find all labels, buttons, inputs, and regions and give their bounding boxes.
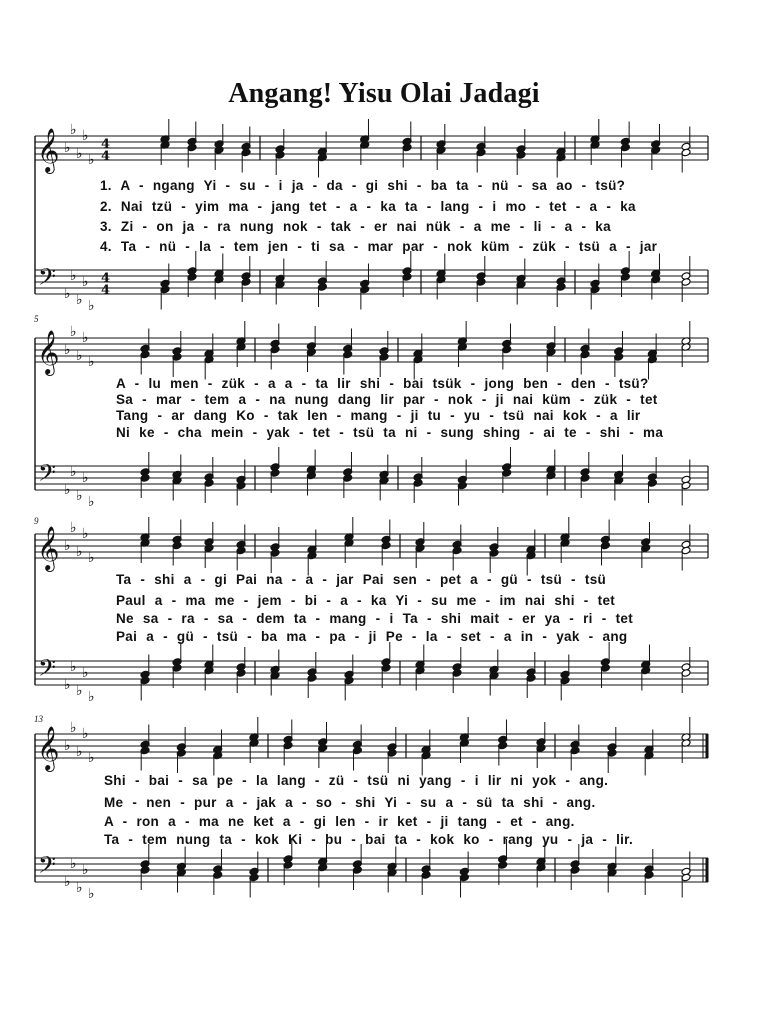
lyric-line: A - ron a - ma ne ket a - gi len - ir ket - ji tang - et - ang.	[104, 814, 575, 829]
lyric-line: Paul a - ma me - jem - bi - a - ka Yi - su me - im nai shi - tet	[116, 593, 616, 608]
lyric-line: Ta - tem nung ta - kok Ki - bu - bai ta - kok ko - rang yu - ja - lir.	[104, 832, 634, 847]
measure-number: 13	[34, 714, 43, 724]
hymn-title: Angang! Yisu Olai Jadagi	[228, 78, 540, 109]
flat-sign: ♭	[76, 348, 83, 364]
flat-sign: ♭	[70, 520, 77, 536]
flat-sign: ♭	[88, 750, 95, 766]
flat-sign: ♭	[88, 886, 95, 902]
lyric-line: Ne sa - ra - sa - dem ta - mang - i Ta - shi mait - er ya - ri - tet	[116, 611, 633, 626]
flat-sign: ♭	[76, 744, 83, 760]
measure-number: 9	[34, 516, 39, 526]
time-signature-top: 4	[101, 137, 111, 152]
lyric-line: 2. Nai tzü - yim ma - jang tet - a - ka ta - lang - i mo - tet - a - ka	[100, 199, 636, 214]
lyric-line: Pai a - gü - tsü - ba ma - pa - ji Pe - la - set - a in - yak - ang	[116, 629, 628, 644]
flat-sign: ♭	[70, 268, 77, 284]
flat-sign: ♭	[70, 856, 77, 872]
bass-clef: 𝄢	[38, 459, 57, 492]
bass-clef: 𝄢	[38, 263, 57, 296]
bass-clef: 𝄢	[38, 851, 57, 884]
flat-sign: ♭	[70, 464, 77, 480]
flat-sign: ♭	[64, 286, 71, 302]
lyric-line: Sa - mar - tem a - na nung dang lir par - nok - ji nai küm - zük - tet	[116, 392, 658, 407]
lyric-line: 3. Zi - on ja - ra nung nok - tak - er nai nük - a me - li - a - ka	[100, 219, 611, 234]
lyric-line: Tang - ar dang Ko - tak len - mang - ji tu - yu - tsü nai kok - a lir	[116, 408, 641, 423]
flat-sign: ♭	[76, 292, 83, 308]
flat-sign: ♭	[88, 494, 95, 510]
treble-clef: 𝄞	[37, 726, 60, 770]
lyric-line: 4. Ta - nü - la - tem jen - ti sa - mar par - nok küm - zük - tsü a - jar	[100, 239, 658, 254]
flat-sign: ♭	[64, 538, 71, 554]
time-signature-top: 4	[101, 271, 111, 286]
flat-sign: ♭	[82, 128, 89, 144]
flat-sign: ♭	[82, 330, 89, 346]
lyric-line: Shi - bai - sa pe - la lang - zü - tsü ni yang - i lir ni yok - ang.	[104, 773, 609, 788]
flat-sign: ♭	[76, 683, 83, 699]
measure-number: 5	[34, 314, 39, 324]
flat-sign: ♭	[70, 122, 77, 138]
flat-sign: ♭	[64, 140, 71, 156]
flat-sign: ♭	[82, 274, 89, 290]
flat-sign: ♭	[82, 665, 89, 681]
flat-sign: ♭	[76, 488, 83, 504]
flat-sign: ♭	[70, 720, 77, 736]
bass-clef: 𝄢	[38, 654, 57, 687]
flat-sign: ♭	[82, 470, 89, 486]
lyric-line: 1. A - ngang Yi - su - i ja - da - gi shi - ba ta - nü - sa ao - tsü?	[100, 178, 626, 193]
flat-sign: ♭	[82, 862, 89, 878]
flat-sign: ♭	[64, 874, 71, 890]
flat-sign: ♭	[70, 659, 77, 675]
flat-sign: ♭	[76, 880, 83, 896]
flat-sign: ♭	[70, 324, 77, 340]
flat-sign: ♭	[64, 738, 71, 754]
flat-sign: ♭	[64, 342, 71, 358]
flat-sign: ♭	[88, 152, 95, 168]
flat-sign: ♭	[88, 550, 95, 566]
lyric-line: Ni ke - cha mein - yak - tet - tsü ta ni - sung shing - ai te - shi - ma	[116, 425, 664, 440]
flat-sign: ♭	[76, 146, 83, 162]
lyric-line: Ta - shi a - gi Pai na - a - jar Pai sen - pet a - gü - tsü - tsü	[116, 572, 607, 587]
flat-sign: ♭	[88, 689, 95, 705]
flat-sign: ♭	[88, 298, 95, 314]
flat-sign: ♭	[82, 726, 89, 742]
time-signature-bottom: 4	[101, 283, 111, 298]
flat-sign: ♭	[76, 544, 83, 560]
flat-sign: ♭	[64, 677, 71, 693]
lyric-line: Me - nen - pur a - jak a - so - shi Yi - su a - sü ta shi - ang.	[104, 795, 596, 810]
flat-sign: ♭	[82, 526, 89, 542]
lyric-line: A - lu men - zük - a a - ta lir shi - bai tsük - jong ben - den - tsü?	[116, 376, 649, 391]
treble-clef: 𝄞	[37, 330, 60, 374]
flat-sign: ♭	[64, 482, 71, 498]
treble-clef: 𝄞	[37, 526, 60, 570]
flat-sign: ♭	[88, 354, 95, 370]
treble-clef: 𝄞	[37, 128, 60, 172]
time-signature-bottom: 4	[101, 149, 111, 164]
